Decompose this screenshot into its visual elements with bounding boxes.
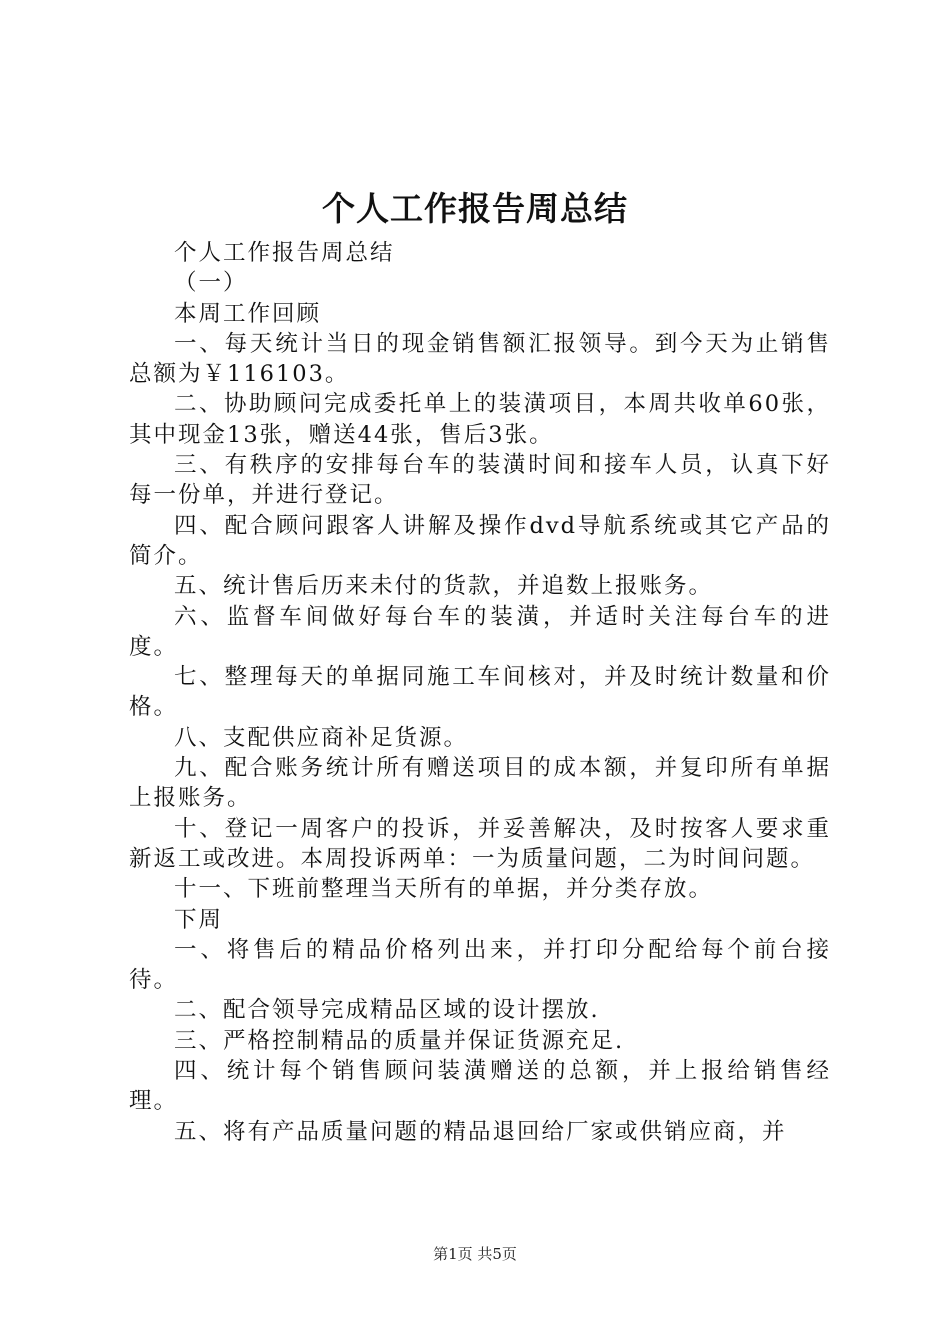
paragraph: 二、配合领导完成精品区域的设计摆放. [174,997,600,1024]
paragraph: 本周工作回顾 [174,300,322,327]
paragraph: （一） [174,270,248,297]
paragraph: 四、配合顾问跟客人讲解及操作dvd导航系统或其它产品的简介。 [129,512,831,569]
paragraph: 二、协助顾问完成委托单上的装潢项目，本周共收单60张，其中现金13张，赠送44张，售后3张。 [129,391,831,448]
paragraph: 十一、下班前整理当天所有的单据，并分类存放。 [174,876,714,903]
paragraph: 四、统计每个销售顾问装潢赠送的总额，并上报给销售经理。 [129,1058,831,1115]
paragraph: 一、将售后的精品价格列出来，并打印分配给每个前台接待。 [129,936,831,994]
paragraph: 个人工作报告周总结 [174,240,395,266]
paragraph: 一、每天统计当日的现金销售额汇报领导。到今天为止销售总额为￥116103。 [129,330,831,388]
document-title: 个人工作报告周总结 [322,189,628,228]
paragraph: 下周 [174,906,224,933]
paragraph: 六、监督车间做好每台车的装潢，并适时关注每台车的进度。 [129,603,831,660]
paragraph: 五、统计售后历来未付的货款，并追数上报账务。 [174,573,714,600]
paragraph: 十、登记一周客户的投诉，并妥善解决，及时按客人要求重新返工或改进。本周投诉两单：一为质量问题，二为时间问题。 [129,815,831,872]
paragraph: 五、将有产品质量问题的精品退回给厂家或供销应商，并 [174,1118,787,1145]
paragraph: 八、支配供应商补足货源。 [174,724,469,751]
paragraph: 九、配合账务统计所有赠送项目的成本额，并复印所有单据上报账务。 [129,755,831,812]
paragraph: 三、严格控制精品的质量并保证货源充足. [174,1027,625,1054]
document-body [129,238,831,1147]
paragraph: 三、有秩序的安排每台车的装潢时间和接车人员，认真下好每一份单，并进行登记。 [129,452,831,509]
page-footer: 第1页 共5页 [433,1245,517,1263]
paragraph: 七、整理每天的单据同施工车间核对，并及时统计数量和价格。 [129,664,831,721]
